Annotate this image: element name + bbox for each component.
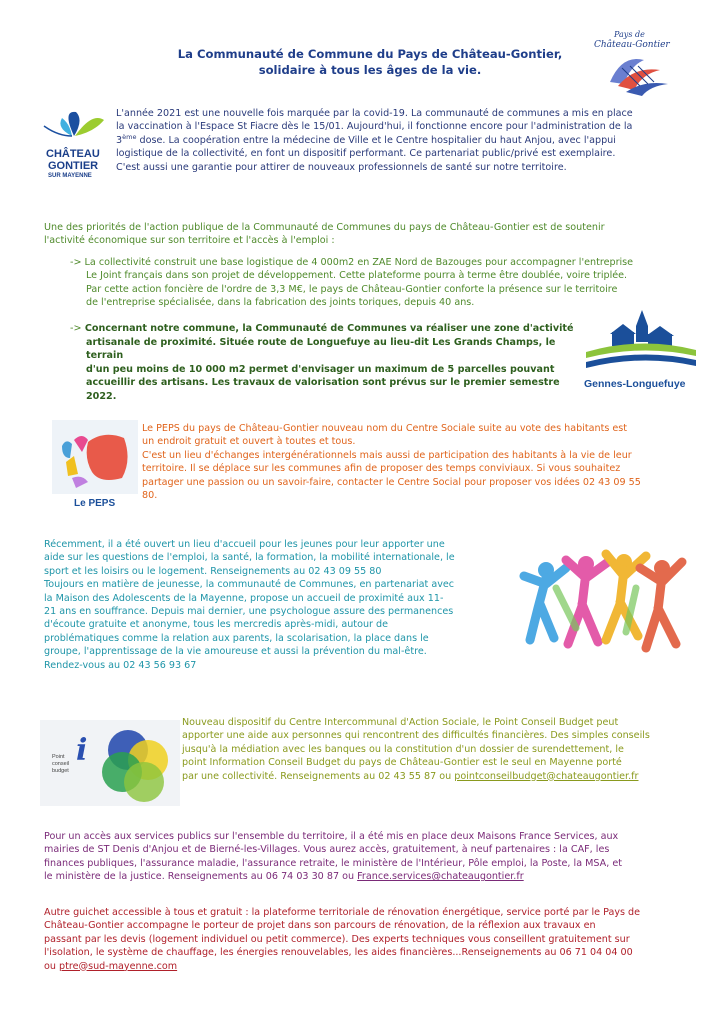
renovation-paragraph <box>44 906 694 973</box>
bullet2-line: d'un peu moins de 10 000 m2 permet d'envisager un maximum de 5 parcelles pouvant <box>86 363 555 375</box>
economy-bullet-1 <box>70 256 695 310</box>
france-services-email-link[interactable]: France.services@chateaugontier.fr <box>357 871 524 883</box>
youth-line: la Maison des Adolescents de la Mayenne, propose un accueil de proximité aux 11- <box>44 592 444 604</box>
youth-line: Récemment, il a été ouvert un lieu d'accueil pour les jeunes pour leur apporter une <box>44 539 445 550</box>
fs-line: Pour un accès aux services publics sur l'ensemble du territoire, il a été mis en place deux Maisons France Services, aux <box>44 831 619 842</box>
point-conseil-budget-logo <box>40 720 180 806</box>
economy-bullet-2 <box>70 322 575 404</box>
logo-cg-label: Château-Gontier <box>594 40 670 50</box>
covid-dose-sup: ème <box>122 132 137 141</box>
bullet2-line: artisanale de proximité. Située route de Longuefuye au lieu-dit Les Grands Champs, le terrain <box>86 336 556 362</box>
covid-line: logistique de la collectivité, en font un dispositif performant. Ce partenariat public/privé est exemplaire. <box>116 148 616 160</box>
youth-line: sport et les loisirs ou le logement. Renseignements au 02 43 09 55 80 <box>44 565 382 577</box>
village-icon <box>582 306 700 376</box>
bullet1-line: de l'entreprise spécialisée, dans la fabrication des joints toriques, depuis 40 ans. <box>86 297 475 309</box>
bullet2-line <box>70 322 575 336</box>
covid-line-rest: dose. La coopération entre la médecine de Ville et le Centre hospitalier du haut Anjou, avec l'appui <box>136 134 616 146</box>
youth-line: d'écoute gratuite et anonyme, tous les mercredis après-midi, autour de <box>44 619 389 631</box>
youth-line: groupe, l'apprentissage de la vie amoureuse et aussi la prévention du mal-être. <box>44 646 427 658</box>
cg-emblem-icon <box>600 52 674 96</box>
budget-email-link[interactable]: pointconseilbudget@chateaugontier.fr <box>454 770 639 782</box>
fs-line <box>44 870 694 883</box>
budget-line: jusqu'à la médiation avec les banques ou la constitution d'un dossier de surendettement, le <box>182 743 624 755</box>
pcb-logo-line3: budget <box>52 768 69 774</box>
peps-line: territoire. Il se déplace sur les communes afin de proposer des temps conviviaux. Si vous souhaitez <box>142 463 621 475</box>
bullet1-line: Le Joint français dans son projet de développement. Cette plateforme pourra à terme être doublée, voire triplée. <box>86 270 628 282</box>
fs-line-text: le ministère de la justice. Renseignements au 06 74 03 30 87 ou <box>44 871 358 883</box>
youth-paragraph <box>44 538 494 672</box>
chateau-logo-line2: GONTIER <box>48 160 99 172</box>
peps-logo <box>52 418 138 512</box>
peps-logo-label: Le PEPS <box>74 498 116 509</box>
youth-line: problématiques comme la relation aux parents, la scolarisation, la place dans le <box>44 632 429 644</box>
gennes-logo-label: Gennes-Longuefuye <box>584 378 686 390</box>
pays-chateau-gontier-logo <box>592 30 682 98</box>
chateau-logo-line1: CHÂTEAU <box>46 148 100 160</box>
economy-intro-line: l'activité économique sur son territoire et l'accès à l'emploi : <box>44 235 335 247</box>
chateau-logo-line3: SUR MAYENNE <box>48 173 92 179</box>
bullet2-line: accueillir des artisans. Les travaux de valorisation sont prévus sur le premier semestre 2022. <box>86 377 560 402</box>
budget-line: Nouveau dispositif du Centre Intercommunal d'Action Sociale, le Point Conseil Budget peut <box>182 717 619 728</box>
bullet1-line: Par cette action foncière de l'ordre de 3,3 M€, le pays de Château-Gontier conforte la présence sur le territoire <box>86 283 618 295</box>
peps-shapes-icon <box>52 418 138 494</box>
budget-line <box>182 770 682 783</box>
youth-line: aide sur les questions de l'emploi, la santé, la formation, la mobilité internationale, le <box>44 552 455 564</box>
economy-intro <box>44 221 694 248</box>
renovation-email-link[interactable]: ptre@sud-mayenne.com <box>59 960 178 972</box>
title-line-2: solidaire à tous les âges de la vie. <box>258 63 482 77</box>
renov-line: l'isolation, le système de chauffage, les énergies renouvelables, les aides financières...Renseignements au 06 71 04 04 00 <box>44 947 633 959</box>
bullet2-text: Concernant notre commune, la Communauté de Communes va réaliser une zone d'activité <box>84 323 574 334</box>
france-services-paragraph <box>44 830 694 884</box>
renov-line: Château-Gontier accompagne le porteur de projet dans son parcours de rénovation, de la réflexion aux travaux en <box>44 920 596 932</box>
fs-line: mairies de ST Denis d'Anjou et de Bierné-les-Villages. Vous aurez accès, gratuitement, à neuf partenaires : la CAF, les <box>44 844 610 856</box>
pcb-logo-line1: Point <box>52 754 65 760</box>
covid-line: L'année 2021 est une nouvelle fois marquée par la covid-19. La communauté de communes a mis en place <box>116 108 633 119</box>
fs-line: finances publiques, l'assurance maladie, l'assurance retraite, le ministère de l'Intérieur, Pôle emploi, la Poste, la MSA, et <box>44 857 622 869</box>
youth-line: Rendez-vous au 02 43 56 93 67 <box>44 659 197 671</box>
renov-line: passant par les devis (logement individuel ou petit commerce). Des experts techniques vous conseillent gratuitement sur <box>44 933 630 945</box>
jumping-youth-illustration <box>516 548 690 666</box>
renov-line-text: ou <box>44 960 59 972</box>
renov-line <box>44 960 694 973</box>
budget-paragraph <box>182 716 682 783</box>
bullet2-arrow: -> <box>70 323 82 334</box>
dancers-icon <box>516 548 690 666</box>
pcb-logo-line2: conseil <box>52 761 70 767</box>
economy-intro-line: Une des priorités de l'action publique de la Communauté de Communes du pays de Château-Gontier est de soutenir <box>44 222 605 233</box>
butterfly-icon <box>42 106 106 144</box>
covid-line <box>116 134 686 147</box>
peps-line: un endroit gratuit et ouvert à toutes et tous. <box>142 436 356 448</box>
covid-dose-number: 3 <box>116 134 123 146</box>
covid-line: C'est aussi une garantie pour attirer de nouveaux professionnels de santé sur notre territoire. <box>116 161 567 173</box>
covid-paragraph <box>116 107 686 174</box>
bullet1-line: -> La collectivité construit une base logistique de 4 000m2 en ZAE Nord de Bazouges pour accompagner l'entreprise <box>70 257 634 268</box>
peps-line: Le PEPS du pays de Château-Gontier nouveau nom du Centre Sociale suite au vote des habitants est <box>142 423 628 434</box>
renov-line: Autre guichet accessible à tous et gratuit : la plateforme territoriale de rénovation énergétique, service porté par le Pays de <box>44 907 641 918</box>
youth-line: 21 ans en souffrance. Depuis mai dernier, une psychologue assure des permanences <box>44 606 454 618</box>
peps-line: partager une passion ou un savoir-faire, contacter le Centre Social pour proposer vos idées 02 43 09 55 <box>142 476 641 488</box>
budget-line: point Information Conseil Budget du pays de Château-Gontier est le seul en Mayenne porté <box>182 757 622 769</box>
covid-line: la vaccination à l'Espace St Fiacre dès le 15/01. Aujourd'hui, il fonctionne encore pour l'administration de la <box>116 121 633 133</box>
budget-line: apporter une aide aux personnes qui rencontrent des difficultés financières. Des simples conseils <box>182 730 650 742</box>
gennes-longuefuye-logo <box>582 306 700 396</box>
peps-line: 80. <box>142 490 158 502</box>
budget-line-text: par une collectivité. Renseignements au 02 43 55 87 ou <box>182 770 455 782</box>
peps-line: C'est un lieu d'échanges intergénérationnels mais aussi de participation des habitants à la vie de leur <box>142 449 632 461</box>
page-title <box>150 46 590 78</box>
chateau-gontier-logo <box>36 106 106 190</box>
youth-line: Toujours en matière de jeunesse, la communauté de Communes, en partenariat avec <box>44 579 455 591</box>
logo-pays-label: Pays de <box>614 30 645 39</box>
title-line-1: La Communauté de Commune du Pays de Château-Gontier, <box>177 47 563 61</box>
svg-text:i: i <box>76 733 88 768</box>
peps-paragraph <box>142 422 697 502</box>
